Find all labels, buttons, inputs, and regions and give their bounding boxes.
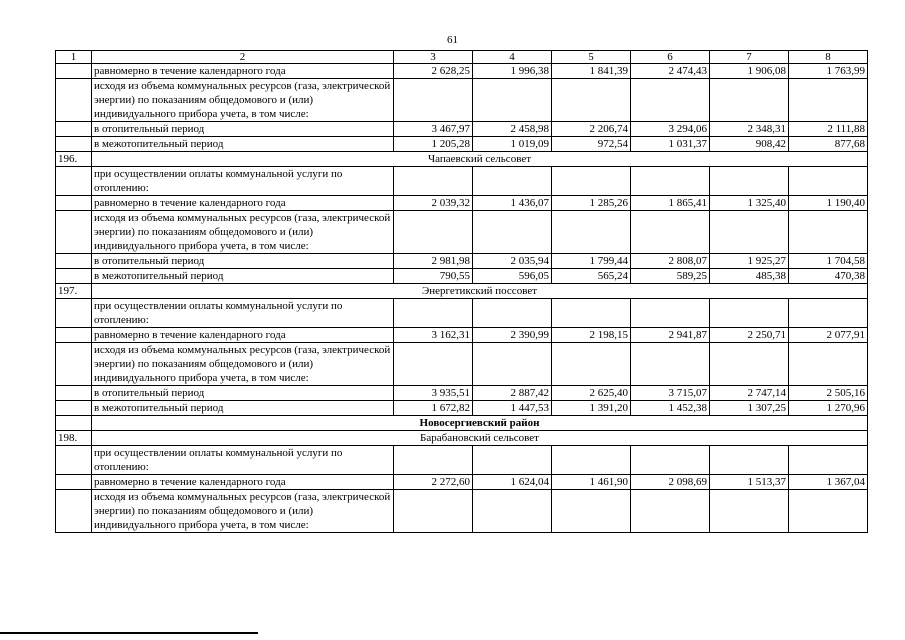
row-description: в отопительный период — [92, 122, 394, 137]
text-row — [56, 490, 868, 533]
value-cell — [552, 446, 631, 475]
value-cell: 1 367,04 — [789, 475, 868, 490]
value-cell: 1 307,25 — [710, 401, 789, 416]
table-row — [56, 196, 868, 211]
row-number-cell — [56, 416, 92, 431]
value-cell — [552, 343, 631, 386]
value-cell: 1 391,20 — [552, 401, 631, 416]
value-cell: 2 458,98 — [473, 122, 552, 137]
value-cell: 3 294,06 — [631, 122, 710, 137]
row-number-cell — [56, 211, 92, 254]
value-cell: 470,38 — [789, 269, 868, 284]
value-cell — [710, 211, 789, 254]
value-cell — [631, 446, 710, 475]
section-title: Энергетикский поссовет — [92, 284, 868, 299]
value-cell: 2 098,69 — [631, 475, 710, 490]
value-cell: 1 205,28 — [394, 137, 473, 152]
value-cell — [789, 490, 868, 533]
row-number-cell — [56, 446, 92, 475]
value-cell — [552, 490, 631, 533]
district-row — [56, 416, 868, 431]
value-cell: 3 935,51 — [394, 386, 473, 401]
row-description: равномерно в течение календарного года — [92, 328, 394, 343]
value-cell: 1 270,96 — [789, 401, 868, 416]
value-cell: 2 272,60 — [394, 475, 473, 490]
row-description: в межотопительный период — [92, 401, 394, 416]
value-cell: 3 467,97 — [394, 122, 473, 137]
value-cell: 2 887,42 — [473, 386, 552, 401]
tariff-table — [55, 50, 868, 533]
value-cell — [631, 490, 710, 533]
value-cell — [631, 299, 710, 328]
value-cell: 2 348,31 — [710, 122, 789, 137]
value-cell: 1 436,07 — [473, 196, 552, 211]
value-cell — [789, 211, 868, 254]
row-number-cell — [56, 79, 92, 122]
section-title: Барабановский сельсовет — [92, 431, 868, 446]
row-description: в отопительный период — [92, 254, 394, 269]
section-row — [56, 284, 868, 299]
value-cell — [473, 343, 552, 386]
row-description: при осуществлении оплаты коммунальной услуги по отоплению: — [92, 299, 394, 328]
value-cell — [789, 299, 868, 328]
row-number-cell — [56, 167, 92, 196]
text-row — [56, 79, 868, 122]
value-cell — [710, 446, 789, 475]
value-cell: 972,54 — [552, 137, 631, 152]
district-title: Новосергиевский район — [92, 416, 868, 431]
table-row — [56, 122, 868, 137]
row-number-cell — [56, 196, 92, 211]
value-cell: 1 841,39 — [552, 64, 631, 79]
value-cell: 2 390,99 — [473, 328, 552, 343]
header-cell: 5 — [552, 51, 631, 64]
value-cell: 2 981,98 — [394, 254, 473, 269]
value-cell — [473, 211, 552, 254]
table-row — [56, 386, 868, 401]
value-cell — [631, 79, 710, 122]
value-cell: 2 039,32 — [394, 196, 473, 211]
row-description: при осуществлении оплаты коммунальной услуги по отоплению: — [92, 167, 394, 196]
value-cell: 1 624,04 — [473, 475, 552, 490]
row-number-cell: 196. — [56, 152, 92, 167]
value-cell — [710, 490, 789, 533]
row-number-cell: 198. — [56, 431, 92, 446]
value-cell: 1 325,40 — [710, 196, 789, 211]
footer-rule — [0, 632, 258, 634]
header-cell: 6 — [631, 51, 710, 64]
table-row — [56, 137, 868, 152]
value-cell: 908,42 — [710, 137, 789, 152]
value-cell: 2 077,91 — [789, 328, 868, 343]
row-number-cell — [56, 401, 92, 416]
row-number-cell — [56, 386, 92, 401]
value-cell: 1 190,40 — [789, 196, 868, 211]
value-cell: 1 461,90 — [552, 475, 631, 490]
row-number-cell: 197. — [56, 284, 92, 299]
row-number-cell — [56, 328, 92, 343]
value-cell: 3 162,31 — [394, 328, 473, 343]
value-cell — [710, 79, 789, 122]
value-cell — [789, 167, 868, 196]
row-number-cell — [56, 299, 92, 328]
value-cell: 2 035,94 — [473, 254, 552, 269]
value-cell: 596,05 — [473, 269, 552, 284]
value-cell — [552, 211, 631, 254]
value-cell — [394, 490, 473, 533]
value-cell — [473, 79, 552, 122]
value-cell — [631, 167, 710, 196]
header-cell: 2 — [92, 51, 394, 64]
row-description: исходя из объема коммунальных ресурсов (газа, электрической энергии) по показаниям общедомового и (или) индивидуального прибора учета, в том числе: — [92, 490, 394, 533]
value-cell: 1 925,27 — [710, 254, 789, 269]
value-cell — [473, 446, 552, 475]
row-description: в межотопительный период — [92, 269, 394, 284]
value-cell: 2 628,25 — [394, 64, 473, 79]
value-cell: 2 808,07 — [631, 254, 710, 269]
table-row — [56, 328, 868, 343]
value-cell — [710, 299, 789, 328]
value-cell: 1 452,38 — [631, 401, 710, 416]
value-cell: 790,55 — [394, 269, 473, 284]
section-row — [56, 431, 868, 446]
value-cell — [473, 299, 552, 328]
row-description: исходя из объема коммунальных ресурсов (газа, электрической энергии) по показаниям общедомового и (или) индивидуального прибора учета, в том числе: — [92, 79, 394, 122]
value-cell: 2 111,88 — [789, 122, 868, 137]
value-cell: 2 250,71 — [710, 328, 789, 343]
value-cell — [552, 79, 631, 122]
value-cell: 1 996,38 — [473, 64, 552, 79]
value-cell — [394, 167, 473, 196]
value-cell — [552, 299, 631, 328]
value-cell — [473, 490, 552, 533]
section-row — [56, 152, 868, 167]
value-cell: 1 799,44 — [552, 254, 631, 269]
value-cell — [631, 211, 710, 254]
page-number: 61 — [447, 34, 458, 46]
value-cell: 565,24 — [552, 269, 631, 284]
row-description: исходя из объема коммунальных ресурсов (газа, электрической энергии) по показаниям общедомового и (или) индивидуального прибора учета, в том числе: — [92, 343, 394, 386]
table-row — [56, 269, 868, 284]
value-cell: 1 285,26 — [552, 196, 631, 211]
text-row — [56, 299, 868, 328]
value-cell: 1 019,09 — [473, 137, 552, 152]
value-cell: 485,38 — [710, 269, 789, 284]
text-row — [56, 211, 868, 254]
value-cell — [710, 343, 789, 386]
value-cell: 1 031,37 — [631, 137, 710, 152]
table-row — [56, 254, 868, 269]
row-number-cell — [56, 64, 92, 79]
value-cell: 1 906,08 — [710, 64, 789, 79]
row-description: равномерно в течение календарного года — [92, 64, 394, 79]
value-cell: 1 865,41 — [631, 196, 710, 211]
value-cell: 2 505,16 — [789, 386, 868, 401]
value-cell: 3 715,07 — [631, 386, 710, 401]
row-number-cell — [56, 254, 92, 269]
value-cell: 1 704,58 — [789, 254, 868, 269]
value-cell: 2 206,74 — [552, 122, 631, 137]
value-cell — [394, 299, 473, 328]
row-number-cell — [56, 475, 92, 490]
value-cell — [710, 167, 789, 196]
row-number-cell — [56, 137, 92, 152]
header-cell: 4 — [473, 51, 552, 64]
value-cell — [789, 446, 868, 475]
value-cell — [394, 343, 473, 386]
value-cell: 2 941,87 — [631, 328, 710, 343]
text-row — [56, 446, 868, 475]
value-cell — [394, 79, 473, 122]
value-cell: 1 672,82 — [394, 401, 473, 416]
row-description: равномерно в течение календарного года — [92, 196, 394, 211]
header-cell: 3 — [394, 51, 473, 64]
row-number-cell — [56, 343, 92, 386]
value-cell — [789, 79, 868, 122]
value-cell: 2 198,15 — [552, 328, 631, 343]
value-cell: 2 747,14 — [710, 386, 789, 401]
header-cell: 1 — [56, 51, 92, 64]
row-number-cell — [56, 269, 92, 284]
row-number-cell — [56, 122, 92, 137]
row-description: при осуществлении оплаты коммунальной услуги по отоплению: — [92, 446, 394, 475]
value-cell — [631, 343, 710, 386]
value-cell — [394, 446, 473, 475]
header-cell: 8 — [789, 51, 868, 64]
value-cell: 589,25 — [631, 269, 710, 284]
value-cell: 1 447,53 — [473, 401, 552, 416]
value-cell — [473, 167, 552, 196]
value-cell — [552, 167, 631, 196]
value-cell: 1 513,37 — [710, 475, 789, 490]
row-description: исходя из объема коммунальных ресурсов (газа, электрической энергии) по показаниям общедомового и (или) индивидуального прибора учета, в том числе: — [92, 211, 394, 254]
row-description: в межотопительный период — [92, 137, 394, 152]
value-cell — [394, 211, 473, 254]
header-cell: 7 — [710, 51, 789, 64]
header-row — [56, 51, 868, 64]
value-cell: 2 625,40 — [552, 386, 631, 401]
row-number-cell — [56, 490, 92, 533]
table-row — [56, 475, 868, 490]
value-cell — [789, 343, 868, 386]
value-cell: 877,68 — [789, 137, 868, 152]
value-cell: 2 474,43 — [631, 64, 710, 79]
text-row — [56, 343, 868, 386]
row-description: в отопительный период — [92, 386, 394, 401]
text-row — [56, 167, 868, 196]
section-title: Чапаевский сельсовет — [92, 152, 868, 167]
table-row — [56, 401, 868, 416]
table-row — [56, 64, 868, 79]
row-description: равномерно в течение календарного года — [92, 475, 394, 490]
value-cell: 1 763,99 — [789, 64, 868, 79]
